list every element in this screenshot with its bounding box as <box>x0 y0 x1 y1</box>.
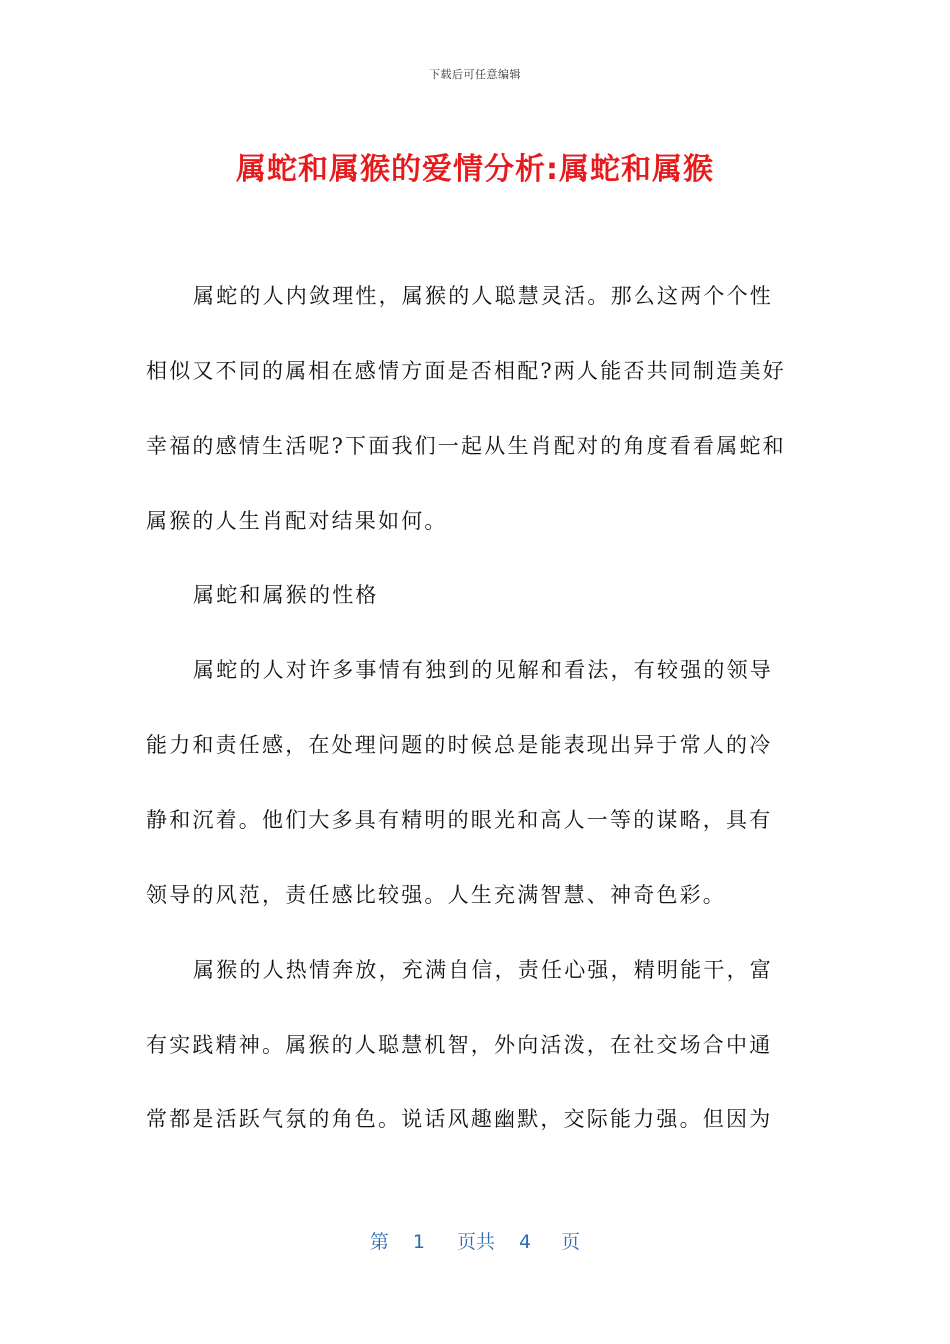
paragraph-line: 静和沉着。他们大多具有精明的眼光和高人一等的谋略，具有 <box>146 808 773 832</box>
paragraph-line: 属蛇的人内敛理性，属猴的人聪慧灵活。那么这两个个性 <box>193 284 773 308</box>
paragraph-line: 领导的风范，责任感比较强。人生充满智慧、神奇色彩。 <box>146 883 726 907</box>
paragraph-line: 幸福的感情生活呢?下面我们一起从生肖配对的角度看看属蛇和 <box>146 434 786 458</box>
footer-page-number: 1 <box>412 1231 425 1253</box>
footer-middle: 页共 <box>456 1231 495 1253</box>
page-footer <box>0 1227 950 1254</box>
page-header: 下载后可任意编辑 <box>429 68 521 81</box>
document-title: 属蛇和属猴的爱情分析:属蛇和属猴 <box>236 152 714 187</box>
paragraph-line: 相似又不同的属相在感情方面是否相配?两人能否共同制造美好 <box>146 359 786 383</box>
paragraph-line: 属蛇的人对许多事情有独到的见解和看法，有较强的领导 <box>193 658 773 682</box>
paragraph-line: 常都是活跃气氛的角色。说话风趣幽默，交际能力强。但因为 <box>146 1107 773 1131</box>
paragraph-line: 属猴的人热情奔放，充满自信，责任心强，精明能干，富 <box>193 958 773 982</box>
footer-prefix: 第 <box>369 1231 389 1253</box>
footer-total-pages: 4 <box>519 1231 532 1253</box>
section-heading: 属蛇和属猴的性格 <box>193 583 379 607</box>
footer-suffix: 页 <box>561 1231 581 1253</box>
paragraph-line: 能力和责任感，在处理问题的时候总是能表现出异于常人的冷 <box>146 733 773 757</box>
paragraph-line: 有实践精神。属猴的人聪慧机智，外向活泼，在社交场合中通 <box>146 1033 773 1057</box>
paragraph-line: 属猴的人生肖配对结果如何。 <box>146 509 448 533</box>
